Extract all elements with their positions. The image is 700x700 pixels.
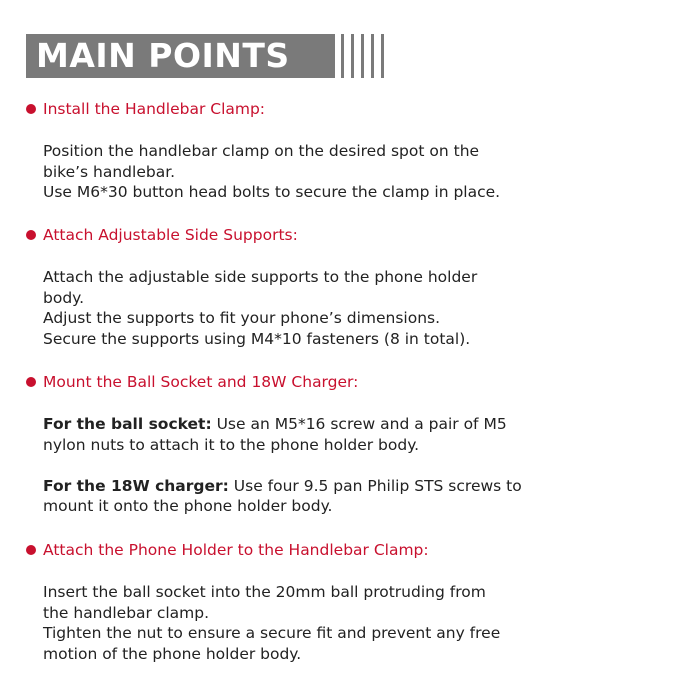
body-line: bike’s handlebar. — [43, 162, 176, 181]
body-line: Attach the adjustable side supports to the phone holder — [43, 268, 478, 286]
bullet-icon — [26, 545, 36, 555]
stripe — [351, 34, 354, 78]
banner-stripes-decoration — [341, 34, 391, 78]
spacer — [43, 455, 522, 476]
charger-label: For the 18W charger: — [43, 476, 229, 495]
body-line: motion of the phone holder body. — [43, 644, 302, 663]
body-line: Position the handlebar clamp on the desired spot on the — [43, 142, 480, 160]
section-body — [43, 414, 522, 517]
ball-socket-text: Use an M5*16 screw and a pair of M5 — [211, 415, 507, 433]
section-body — [43, 141, 500, 203]
bullet-icon — [26, 230, 36, 240]
section-body — [43, 582, 500, 664]
body-line: Use M6*30 button head bolts to secure the clamp in place. — [43, 183, 501, 201]
banner-title: MAIN POINTS — [36, 36, 290, 75]
section-heading: Attach the Phone Holder to the Handlebar Clamp: — [43, 541, 429, 559]
body-line: Adjust the supports to fit your phone’s dimensions. — [43, 309, 441, 327]
body-line: body. — [43, 288, 85, 307]
bullet-icon — [26, 104, 36, 114]
ball-socket-label: For the ball socket: — [43, 415, 212, 433]
charger-text: Use four 9.5 pan Philip STS screws to — [228, 476, 522, 495]
section-body — [43, 267, 477, 349]
stripe — [381, 34, 384, 78]
section-heading: Mount the Ball Socket and 18W Charger: — [43, 373, 359, 391]
body-line: Secure the supports using M4*10 fasteners (8 in total). — [43, 329, 471, 348]
body-line: Tighten the nut to ensure a secure fit and prevent any free — [43, 624, 501, 642]
body-line — [43, 414, 522, 435]
stripe — [371, 34, 374, 78]
body-line: Insert the ball socket into the 20mm ball protruding from — [43, 583, 486, 601]
body-line: nylon nuts to attach it to the phone holder body. — [43, 435, 420, 454]
section-heading: Install the Handlebar Clamp: — [43, 100, 266, 118]
bullet-icon — [26, 377, 36, 387]
main-points-banner — [26, 34, 335, 78]
body-line: mount it onto the phone holder body. — [43, 497, 333, 515]
body-line: the handlebar clamp. — [43, 603, 210, 622]
section-heading: Attach Adjustable Side Supports: — [43, 226, 298, 244]
stripe — [361, 34, 364, 78]
stripe — [341, 34, 344, 78]
body-line — [43, 476, 522, 497]
